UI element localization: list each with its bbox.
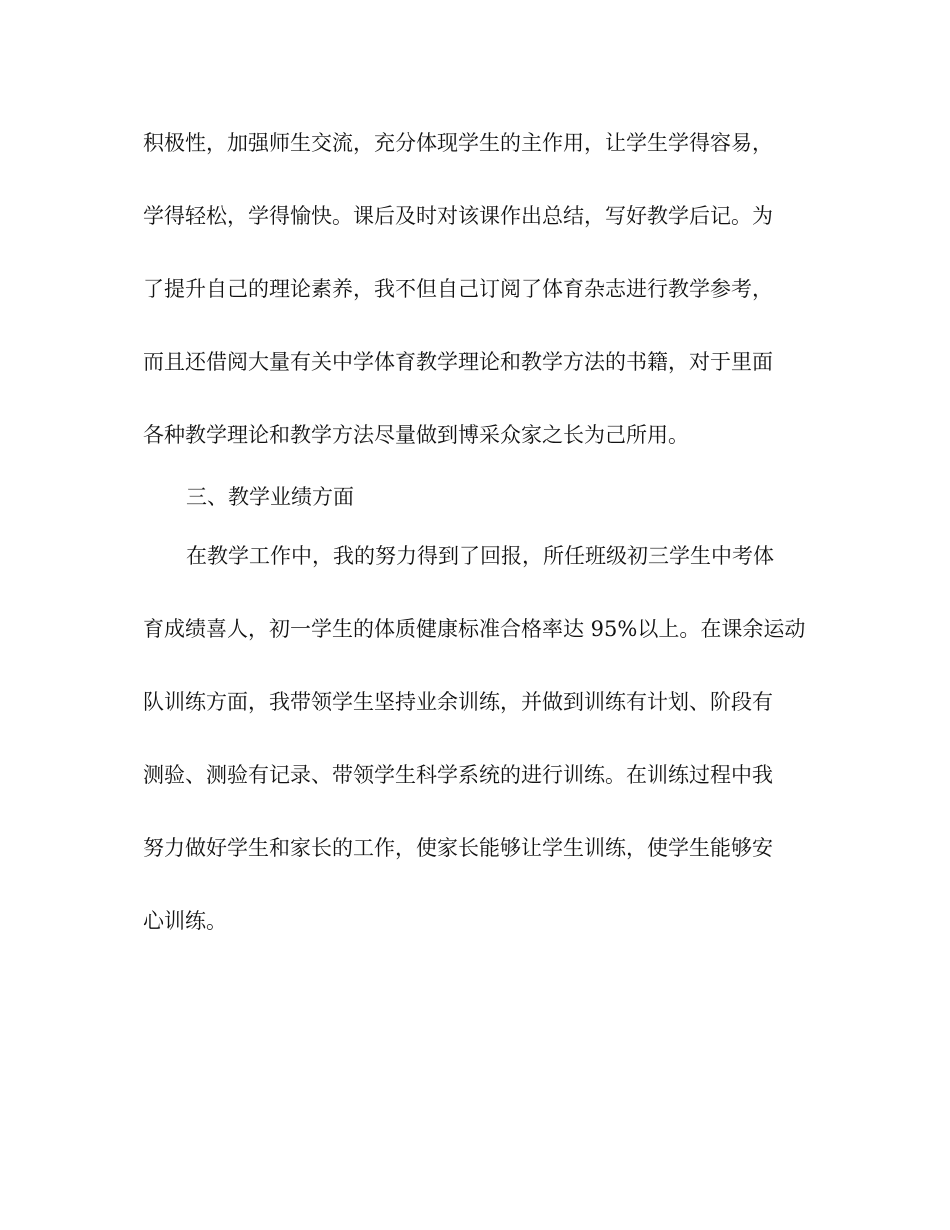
paragraph-line: 队训练方面，我带领学生坚持业余训练，并做到训练有计划、阶段有 — [143, 690, 773, 714]
paragraph-line: 努力做好学生和家长的工作，使家长能够让学生训练，使学生能够安 — [143, 836, 773, 860]
paragraph-line: 测验、测验有记录、带领学生科学系统的进行训练。在训练过程中我 — [143, 763, 773, 787]
paragraph-line: 学得轻松，学得愉快。课后及时对该课作出总结，写好教学后记。为 — [143, 204, 773, 228]
paragraph-line: 而且还借阅大量有关中学体育教学理论和教学方法的书籍，对于里面 — [143, 350, 773, 374]
paragraph-line: 育成绩喜人，初一学生的体质健康标准合格率达 95%以上。在课余运动 — [143, 617, 806, 641]
section-heading: 三、教学业绩方面 — [186, 485, 354, 509]
paragraph-line: 心训练。 — [143, 909, 227, 933]
paragraph-line: 了提升自己的理论素养，我不但自己订阅了体育杂志进行教学参考， — [143, 277, 773, 301]
paragraph-line: 在教学工作中，我的努力得到了回报，所任班级初三学生中考体 — [186, 544, 774, 568]
paragraph-line: 积极性，加强师生交流，充分体现学生的主作用，让学生学得容易， — [143, 131, 773, 155]
paragraph-line: 各种教学理论和教学方法尽量做到博采众家之长为己所用。 — [143, 423, 689, 447]
